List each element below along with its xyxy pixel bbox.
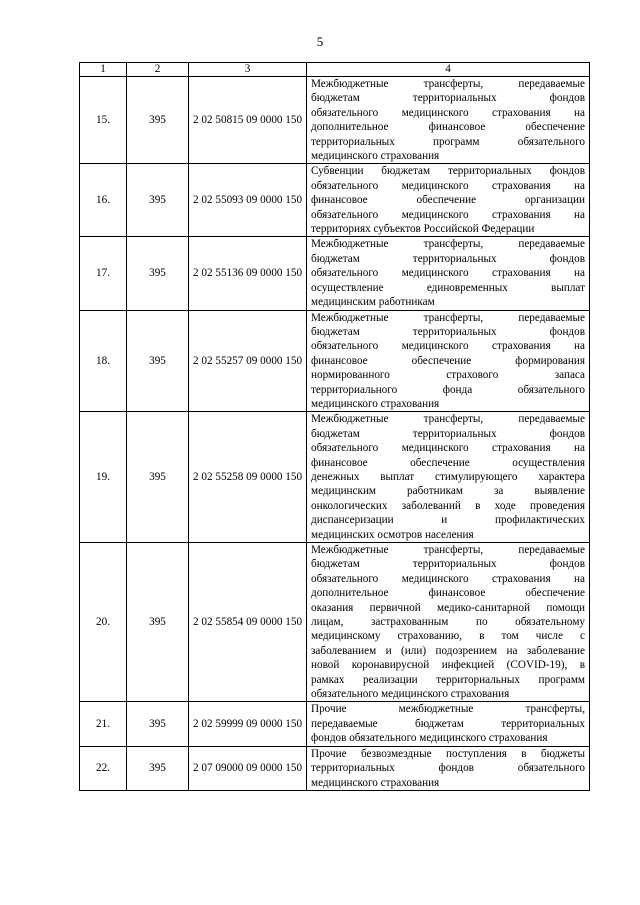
description-line: Межбюджетные трансферты, передаваемые bbox=[311, 413, 585, 426]
header-col-2: 2 bbox=[127, 63, 189, 77]
table-row bbox=[80, 543, 590, 702]
header-col-3: 3 bbox=[189, 63, 307, 77]
row-number: 18. bbox=[80, 310, 127, 412]
description-line: медицинских осмотров населения bbox=[311, 528, 474, 541]
admin-code: 395 bbox=[127, 237, 189, 310]
admin-code: 395 bbox=[127, 310, 189, 412]
page-number: 5 bbox=[316, 34, 324, 49]
budget-revenue-table bbox=[79, 62, 590, 791]
description-line: заболеванием и (или) подозрением на заболевание bbox=[311, 644, 585, 657]
table-row bbox=[80, 310, 590, 412]
budget-class-code: 2 02 55258 09 0000 150 bbox=[189, 412, 307, 543]
description-line: финансовое обеспечение организации bbox=[311, 194, 585, 207]
description-line: обязательного медицинского страхования на bbox=[311, 572, 585, 585]
row-number: 19. bbox=[80, 412, 127, 543]
description-line: фондов обязательного медицинского страхования bbox=[311, 732, 548, 745]
description-line: медицинским работникам bbox=[311, 296, 435, 309]
description-line: обязательного медицинского страхования bbox=[311, 688, 510, 701]
revenue-description bbox=[307, 237, 590, 310]
description-line: Прочие межбюджетные трансферты, bbox=[311, 703, 585, 716]
revenue-description bbox=[307, 310, 590, 412]
admin-code: 395 bbox=[127, 543, 189, 702]
description-line: оказания первичной медико-санитарной помощи bbox=[311, 601, 585, 614]
table-header-row bbox=[80, 63, 590, 77]
description-line: Межбюджетные трансферты, передаваемые bbox=[311, 238, 585, 251]
description-line: Межбюджетные трансферты, передаваемые bbox=[311, 544, 585, 556]
description-line: рамках реализации территориальных программ bbox=[311, 673, 585, 686]
description-line: обязательного медицинского страхования на bbox=[311, 106, 585, 119]
description-line: территориях субъектов Российской Федерации bbox=[311, 223, 535, 236]
revenue-description bbox=[307, 746, 590, 790]
table-row bbox=[80, 412, 590, 543]
description-line: дополнительное финансовое обеспечение bbox=[311, 121, 585, 134]
revenue-description bbox=[307, 702, 590, 746]
description-line: Межбюджетные трансферты, передаваемые bbox=[311, 78, 585, 90]
description-line: медицинского страхования bbox=[311, 397, 440, 410]
admin-code: 395 bbox=[127, 746, 189, 790]
header-col-1: 1 bbox=[80, 63, 127, 77]
description-line: Субвенции бюджетам территориальных фондов bbox=[311, 165, 585, 178]
row-number: 21. bbox=[80, 702, 127, 746]
admin-code: 395 bbox=[127, 164, 189, 237]
description-line: дополнительное финансовое обеспечение bbox=[311, 587, 585, 600]
table-row bbox=[80, 77, 590, 164]
row-number: 20. bbox=[80, 543, 127, 702]
description-line: онкологических заболеваний в ходе проведения bbox=[311, 499, 585, 512]
admin-code: 395 bbox=[127, 77, 189, 164]
row-number: 22. bbox=[80, 746, 127, 790]
budget-class-code: 2 02 55136 09 0000 150 bbox=[189, 237, 307, 310]
table-row bbox=[80, 237, 590, 310]
revenue-description bbox=[307, 412, 590, 543]
budget-class-code: 2 02 55257 09 0000 150 bbox=[189, 310, 307, 412]
description-line: бюджетам территориальных фондов bbox=[311, 325, 585, 338]
revenue-description bbox=[307, 77, 590, 164]
description-line: территориальных фондов обязательного bbox=[311, 762, 585, 775]
description-line: обязательного медицинского страхования на bbox=[311, 179, 585, 192]
description-line: территориального фонда обязательного bbox=[311, 383, 585, 396]
header-col-4: 4 bbox=[307, 63, 590, 77]
row-number: 15. bbox=[80, 77, 127, 164]
description-line: бюджетам территориальных фондов bbox=[311, 92, 585, 105]
admin-code: 395 bbox=[127, 702, 189, 746]
description-line: территориальных программ обязательного bbox=[311, 135, 585, 148]
description-line: обязательного медицинского страхования на bbox=[311, 442, 585, 455]
description-line: медицинского страхования bbox=[311, 150, 440, 163]
admin-code: 395 bbox=[127, 412, 189, 543]
description-line: медицинского страхования bbox=[311, 776, 440, 789]
description-line: Прочие безвозмездные поступления в бюджеты bbox=[311, 747, 585, 760]
budget-class-code: 2 02 55854 09 0000 150 bbox=[189, 543, 307, 702]
table-row bbox=[80, 746, 590, 790]
budget-class-code: 2 02 50815 09 0000 150 bbox=[189, 77, 307, 164]
description-line: передаваемые бюджетам территориальных bbox=[311, 717, 585, 730]
description-line: бюджетам территориальных фондов bbox=[311, 558, 585, 571]
row-number: 17. bbox=[80, 237, 127, 310]
row-number: 16. bbox=[80, 164, 127, 237]
description-line: бюджетам территориальных фондов bbox=[311, 252, 585, 265]
description-line: новой коронавирусной инфекцией (COVID-19), в bbox=[311, 659, 585, 672]
budget-class-code: 2 02 59999 09 0000 150 bbox=[189, 702, 307, 746]
budget-class-code: 2 02 55093 09 0000 150 bbox=[189, 164, 307, 237]
budget-class-code: 2 07 09000 09 0000 150 bbox=[189, 746, 307, 790]
description-line: осуществление единовременных выплат bbox=[311, 281, 585, 294]
description-line: нормированного страхового запаса bbox=[311, 369, 585, 382]
revenue-description bbox=[307, 164, 590, 237]
description-line: финансовое обеспечение формирования bbox=[311, 354, 585, 367]
description-line: диспансеризации и профилактических bbox=[311, 514, 585, 527]
description-line: обязательного медицинского страхования на bbox=[311, 208, 585, 221]
table-row bbox=[80, 702, 590, 746]
description-line: обязательного медицинского страхования на bbox=[311, 267, 585, 280]
description-line: медицинским работникам за выявление bbox=[311, 485, 585, 498]
revenue-description bbox=[307, 543, 590, 702]
description-line: медицинскому страхованию, в том числе с bbox=[311, 630, 585, 643]
description-line: обязательного медицинского страхования на bbox=[311, 340, 585, 353]
description-line: лицам, застрахованным по обязательному bbox=[311, 616, 585, 629]
table-row bbox=[80, 164, 590, 237]
description-line: финансовое обеспечение осуществления bbox=[311, 456, 585, 469]
description-line: бюджетам территориальных фондов bbox=[311, 427, 585, 440]
description-line: денежных выплат стимулирующего характера bbox=[311, 470, 585, 483]
description-line: Межбюджетные трансферты, передаваемые bbox=[311, 311, 585, 324]
